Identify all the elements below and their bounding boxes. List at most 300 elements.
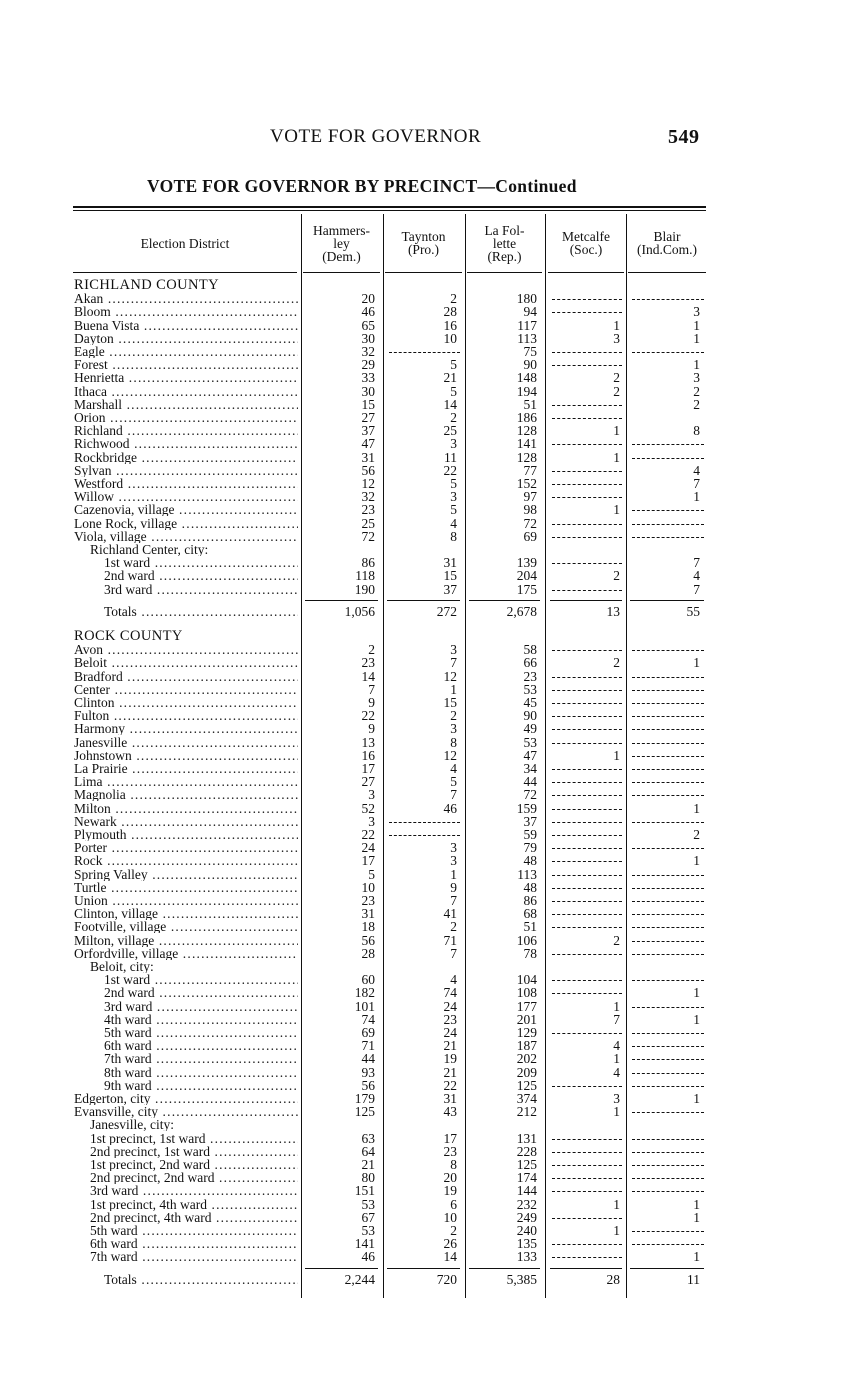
district-name <box>74 802 298 815</box>
district-label: Plymouth ..... <box>74 828 298 841</box>
district-label: Rockbridge ..... <box>74 451 298 464</box>
vote-cell: 2 <box>450 1223 457 1238</box>
district-row <box>0 868 859 881</box>
vote-cell: 19 <box>443 1183 457 1199</box>
district-name <box>90 1132 298 1145</box>
header-underline <box>628 272 706 273</box>
vote-cell: 32 <box>361 344 375 359</box>
empty-cell-dash <box>632 299 704 300</box>
vote-cell: 6 <box>450 1196 457 1212</box>
district-row <box>0 696 859 709</box>
vote-cell: 14 <box>443 1249 457 1265</box>
district-label: Dayton ..... <box>74 332 298 345</box>
vote-cell: 2 <box>450 919 457 935</box>
vote-cell: 3 <box>450 853 457 869</box>
district-name <box>90 1224 298 1237</box>
vote-cell: 4 <box>450 972 457 988</box>
empty-cell-dash <box>632 352 704 353</box>
district-row <box>0 815 859 828</box>
vote-cell: 22 <box>443 1077 457 1093</box>
totals-rule <box>387 600 460 601</box>
vote-cell: 17 <box>443 1130 457 1146</box>
empty-cell-dash <box>552 563 622 564</box>
district-row <box>0 1198 859 1211</box>
district-name <box>74 1105 298 1118</box>
vote-cell: 14 <box>443 396 457 412</box>
empty-cell-dash <box>552 1191 622 1192</box>
vote-cell: 209 <box>516 1064 537 1080</box>
district-label: 7th ward ..... <box>90 1250 298 1263</box>
empty-cell-dash <box>552 809 622 810</box>
district-row <box>0 1092 859 1105</box>
district-row <box>0 569 859 582</box>
vote-cell: 4 <box>450 761 457 776</box>
vote-cell: 21 <box>443 1064 457 1080</box>
vote-cell: 24 <box>361 840 375 856</box>
vote-cell: 71 <box>443 932 457 948</box>
header-underline <box>303 272 380 273</box>
vote-cell: 159 <box>516 800 537 816</box>
district-name <box>90 1198 298 1211</box>
district-name <box>74 437 298 450</box>
empty-cell-dash <box>632 716 704 717</box>
district-label: Edgerton, city ..... <box>74 1092 298 1105</box>
district-name <box>104 583 298 596</box>
district-row <box>0 841 859 854</box>
empty-cell-dash <box>632 1178 704 1179</box>
district-row <box>0 371 859 384</box>
vote-cell: 1 <box>613 502 620 518</box>
vote-cell: 77 <box>523 462 537 478</box>
empty-cell-dash <box>552 901 622 902</box>
vote-cell: 2 <box>613 932 620 948</box>
vote-cell: 23 <box>361 502 375 518</box>
table-title: VOTE FOR GOVERNOR BY PRECINCT—Continued <box>147 176 577 196</box>
district-row <box>0 556 859 569</box>
district-label: Forest ..... <box>74 358 298 371</box>
district-label: Marshall ..... <box>74 398 298 411</box>
vote-cell: 79 <box>523 840 537 856</box>
vote-cell: 3 <box>450 436 457 452</box>
vote-cell: 72 <box>361 528 375 544</box>
running-head-title: VOTE FOR GOVERNOR <box>270 126 482 147</box>
total-cell: 1,056 <box>344 603 375 619</box>
empty-cell-dash <box>552 1244 622 1245</box>
empty-cell-dash <box>632 703 704 704</box>
vote-cell: 3 <box>693 304 700 320</box>
district-name <box>104 1013 298 1026</box>
district-name <box>104 1000 298 1013</box>
column-header <box>548 214 624 272</box>
empty-cell-dash <box>552 875 622 876</box>
district-row <box>0 490 859 503</box>
vote-cell: 106 <box>516 932 537 948</box>
district-row <box>0 1171 859 1184</box>
column-header <box>73 214 297 272</box>
vote-cell: 22 <box>361 708 375 724</box>
empty-cell-dash <box>632 444 704 445</box>
empty-cell-dash <box>552 690 622 691</box>
vote-cell: 3 <box>450 642 457 658</box>
vote-cell: 25 <box>443 423 457 439</box>
vote-cell: 7 <box>693 476 700 491</box>
vote-cell: 2 <box>613 568 620 584</box>
empty-cell-dash <box>632 690 704 691</box>
district-row <box>0 464 859 477</box>
vote-cell: 59 <box>523 827 537 842</box>
district-label: Eagle ..... <box>74 345 298 358</box>
district-name <box>74 934 298 947</box>
vote-cell: 3 <box>450 489 457 505</box>
vote-cell: 3 <box>693 370 700 386</box>
vote-cell: 37 <box>361 423 375 439</box>
vote-cell: 28 <box>361 945 375 961</box>
vote-cell: 19 <box>443 1051 457 1067</box>
vote-cell: 8 <box>450 528 457 544</box>
district-label: Porter ..... <box>74 841 298 854</box>
district-label: Henrietta ..... <box>74 371 298 384</box>
vote-cell: 16 <box>443 317 457 333</box>
vote-cell: 187 <box>516 1038 537 1054</box>
district-label: 3rd ward ..... <box>104 1000 298 1013</box>
vote-cell: 98 <box>523 502 537 518</box>
totals-rule <box>550 1268 622 1269</box>
empty-cell-dash <box>552 980 622 981</box>
vote-cell: 46 <box>361 304 375 320</box>
vote-cell: 41 <box>443 906 457 922</box>
total-cell: 28 <box>606 1271 620 1287</box>
district-row <box>0 1237 859 1250</box>
vote-cell: 4 <box>613 1064 620 1080</box>
vote-cell: 3 <box>613 330 620 346</box>
district-label: Cazenovia, village ..... <box>74 503 298 516</box>
vote-cell: 20 <box>361 291 375 307</box>
vote-cell: 7 <box>450 787 457 803</box>
vote-cell: 135 <box>516 1236 537 1252</box>
vote-cell: 1 <box>693 985 700 1001</box>
empty-cell-dash <box>552 822 622 823</box>
vote-cell: 9 <box>450 879 457 895</box>
vote-cell: 2 <box>613 655 620 671</box>
vote-cell: 7 <box>450 655 457 671</box>
vote-cell: 65 <box>361 317 375 333</box>
column-header <box>303 214 380 272</box>
district-row <box>0 424 859 437</box>
district-name <box>104 1052 298 1065</box>
district-label: 2nd ward ..... <box>104 569 298 582</box>
district-name <box>74 947 298 960</box>
vote-cell: 5 <box>450 774 457 790</box>
vote-cell: 66 <box>523 655 537 671</box>
vote-cell: 186 <box>516 410 537 425</box>
empty-cell-dash <box>552 861 622 862</box>
district-name <box>104 1026 298 1039</box>
district-name <box>74 881 298 894</box>
district-row <box>0 411 859 424</box>
vote-cell: 34 <box>523 761 537 776</box>
empty-cell-dash <box>632 954 704 955</box>
vote-cell: 190 <box>354 581 375 597</box>
vote-cell: 27 <box>361 774 375 790</box>
empty-cell-dash <box>632 1231 704 1232</box>
column-header-line: Metcalfe <box>562 229 610 244</box>
district-name <box>74 854 298 867</box>
district-name <box>74 464 298 477</box>
district-row <box>0 1158 859 1171</box>
vote-cell: 1 <box>613 317 620 333</box>
empty-cell-dash <box>389 822 460 823</box>
district-row <box>0 722 859 735</box>
empty-cell-dash <box>552 782 622 783</box>
district-row <box>0 1026 859 1039</box>
column-header-line: Blair <box>653 229 681 244</box>
vote-cell: 97 <box>523 489 537 505</box>
district-label: Sylvan ..... <box>74 464 298 477</box>
vote-cell: 7 <box>693 555 700 571</box>
district-row <box>0 530 859 543</box>
vote-cell: 1 <box>693 655 700 671</box>
total-cell: 13 <box>606 603 620 619</box>
vote-cell: 56 <box>361 462 375 478</box>
totals-rule <box>630 1268 704 1269</box>
district-label: Clinton ..... <box>74 696 298 709</box>
district-name <box>74 305 298 318</box>
vote-cell: 204 <box>516 568 537 584</box>
vote-cell: 2 <box>693 827 700 842</box>
district-label: 3rd ward ..... <box>90 1184 298 1197</box>
empty-cell-dash <box>552 729 622 730</box>
district-label: Johnstown ..... <box>74 749 298 762</box>
vote-cell: 64 <box>361 1143 375 1159</box>
district-name <box>90 1118 298 1131</box>
district-name <box>90 1145 298 1158</box>
district-row <box>0 656 859 669</box>
district-row <box>0 683 859 696</box>
empty-cell-dash <box>552 497 622 498</box>
district-name <box>74 345 298 358</box>
empty-cell-dash <box>632 1046 704 1047</box>
vote-cell: 129 <box>516 1025 537 1040</box>
empty-cell-dash <box>632 1033 704 1034</box>
empty-cell-dash <box>552 365 622 366</box>
empty-cell-dash <box>552 352 622 353</box>
column-header-line: Election District <box>140 235 230 251</box>
vote-cell: 53 <box>523 734 537 750</box>
district-label: Lima ..... <box>74 775 298 788</box>
empty-cell-dash <box>552 471 622 472</box>
county-heading <box>0 279 859 292</box>
vote-cell: 3 <box>613 1091 620 1106</box>
vote-cell: 7 <box>613 1011 620 1027</box>
empty-cell-dash <box>552 914 622 915</box>
vote-cell: 21 <box>443 1038 457 1054</box>
empty-cell-dash <box>552 1165 622 1166</box>
district-name <box>74 332 298 345</box>
vote-cell: 78 <box>523 945 537 961</box>
vote-cell: 49 <box>523 721 537 737</box>
district-row <box>0 477 859 490</box>
subheading-row <box>0 543 859 556</box>
district-name <box>104 569 298 582</box>
district-label: Janesville ..... <box>74 736 298 749</box>
district-name <box>74 722 298 735</box>
district-row <box>0 670 859 683</box>
vote-cell: 2 <box>450 410 457 425</box>
district-name <box>74 841 298 854</box>
district-label: Bradford ..... <box>74 670 298 683</box>
district-name <box>74 907 298 920</box>
vote-cell: 175 <box>516 581 537 597</box>
vote-cell: 148 <box>516 370 537 386</box>
empty-cell-dash <box>632 914 704 915</box>
vote-cell: 74 <box>443 985 457 1001</box>
empty-cell-dash <box>552 954 622 955</box>
column-header-line: Taynton <box>401 229 446 244</box>
empty-cell-dash <box>632 537 704 538</box>
district-row <box>0 762 859 775</box>
empty-cell-dash <box>552 888 622 889</box>
vote-cell: 5 <box>450 502 457 518</box>
district-row <box>0 1224 859 1237</box>
vote-cell: 8 <box>450 1157 457 1172</box>
total-cell: 720 <box>436 1271 457 1287</box>
empty-cell-dash <box>632 822 704 823</box>
vote-cell: 28 <box>443 304 457 320</box>
header-underline <box>73 272 297 273</box>
district-label: 8th ward ..... <box>104 1066 298 1079</box>
vote-cell: 48 <box>523 853 537 869</box>
total-cell: 2,244 <box>344 1271 375 1287</box>
vote-cell: 12 <box>443 668 457 684</box>
vote-cell: 240 <box>516 1223 537 1238</box>
header-underline <box>385 272 462 273</box>
empty-cell-dash <box>632 756 704 757</box>
totals-rule <box>305 600 378 601</box>
vote-cell: 2 <box>368 642 375 658</box>
empty-cell-dash <box>552 848 622 849</box>
vote-cell: 1 <box>613 1223 620 1238</box>
district-row <box>0 292 859 305</box>
total-cell: 11 <box>687 1271 700 1287</box>
vote-cell: 232 <box>516 1196 537 1212</box>
top-rule-thin <box>73 210 706 211</box>
district-name <box>74 424 298 437</box>
empty-cell-dash <box>632 848 704 849</box>
vote-cell: 1 <box>693 317 700 333</box>
vote-cell: 31 <box>443 1091 457 1106</box>
district-label: Turtle ..... <box>74 881 298 894</box>
empty-cell-dash <box>632 769 704 770</box>
district-label: 1st ward ..... <box>104 556 298 569</box>
vote-cell: 72 <box>523 515 537 531</box>
district-label: Janesville, city: <box>90 1118 174 1132</box>
district-name <box>74 411 298 424</box>
vote-cell: 86 <box>361 555 375 571</box>
empty-cell-dash <box>552 1178 622 1179</box>
vote-cell: 90 <box>523 357 537 373</box>
vote-cell: 5 <box>450 357 457 373</box>
vote-cell: 5 <box>450 383 457 399</box>
district-name <box>74 696 298 709</box>
vote-cell: 17 <box>361 853 375 869</box>
vote-cell: 1 <box>693 800 700 816</box>
vote-cell: 128 <box>516 423 537 439</box>
empty-cell-dash <box>632 524 704 525</box>
district-name <box>74 670 298 683</box>
vote-cell: 179 <box>354 1091 375 1106</box>
district-label: 2nd precinct, 4th ward ..... <box>90 1211 298 1224</box>
vote-cell: 18 <box>361 919 375 935</box>
vote-cell: 24 <box>443 1025 457 1040</box>
empty-cell-dash <box>552 677 622 678</box>
empty-cell-dash <box>632 1086 704 1087</box>
vote-cell: 249 <box>516 1209 537 1225</box>
vote-cell: 12 <box>361 476 375 491</box>
district-label: La Prairie ..... <box>74 762 298 775</box>
district-name <box>104 973 298 986</box>
district-label: Lone Rock, village ..... <box>74 517 298 530</box>
total-cell: 2,678 <box>506 603 537 619</box>
district-name <box>74 709 298 722</box>
vote-cell: 23 <box>361 893 375 908</box>
vote-cell: 1 <box>613 998 620 1014</box>
vote-cell: 212 <box>516 1104 537 1120</box>
vote-cell: 53 <box>361 1196 375 1212</box>
empty-cell-dash <box>632 1073 704 1074</box>
district-name <box>74 656 298 669</box>
vote-cell: 1 <box>613 449 620 465</box>
district-label: Richland Center, city: <box>90 543 209 556</box>
vote-cell: 44 <box>361 1051 375 1067</box>
district-name <box>74 319 298 332</box>
vote-cell: 5 <box>368 866 375 882</box>
totals-rule <box>550 600 622 601</box>
vote-cell: 69 <box>361 1025 375 1040</box>
district-label: Spring Valley ..... <box>74 868 298 881</box>
district-label: Harmony ..... <box>74 722 298 735</box>
empty-cell-dash <box>552 418 622 419</box>
district-row <box>0 385 859 398</box>
district-label: Bloom ..... <box>74 305 298 318</box>
vote-cell: 139 <box>516 555 537 571</box>
vote-cell: 118 <box>355 568 375 584</box>
vote-cell: 93 <box>361 1064 375 1080</box>
empty-cell-dash <box>552 299 622 300</box>
district-row <box>0 345 859 358</box>
vote-cell: 182 <box>354 985 375 1001</box>
vote-cell: 9 <box>368 721 375 737</box>
empty-cell-dash <box>552 650 622 651</box>
totals-rule <box>469 600 540 601</box>
vote-cell: 68 <box>523 906 537 922</box>
vote-cell: 4 <box>450 515 457 531</box>
district-label: Akan ..... <box>74 292 298 305</box>
district-label: Newark ..... <box>74 815 298 828</box>
district-row <box>0 1039 859 1052</box>
vote-cell: 144 <box>516 1183 537 1199</box>
district-row <box>0 305 859 318</box>
empty-cell-dash <box>552 444 622 445</box>
district-row <box>0 828 859 841</box>
vote-cell: 47 <box>523 747 537 763</box>
district-name <box>74 477 298 490</box>
vote-cell: 7 <box>693 581 700 597</box>
district-row <box>0 709 859 722</box>
vote-cell: 1 <box>450 866 457 882</box>
vote-cell: 1 <box>693 1249 700 1265</box>
vote-cell: 10 <box>443 1209 457 1225</box>
vote-cell: 90 <box>523 708 537 724</box>
